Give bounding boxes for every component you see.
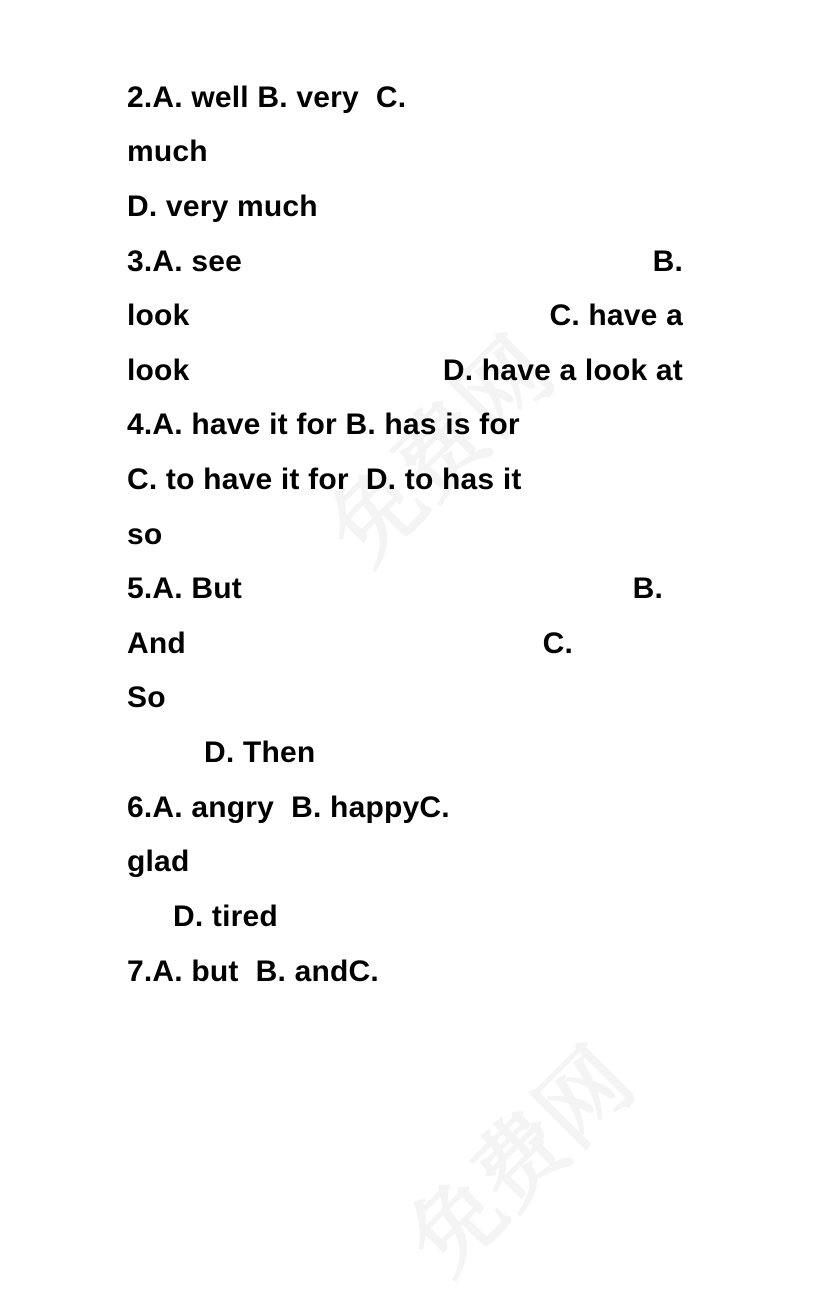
option-text: C. to have it for D. to has it xyxy=(127,463,522,496)
option-text: 4.A. have it for B. has is for xyxy=(127,408,520,441)
option-text: 3.A. see xyxy=(127,245,243,278)
option-text: look xyxy=(127,354,190,387)
question-5-line-1 xyxy=(127,569,663,609)
watermark xyxy=(374,1014,657,1296)
option-text: 7.A. but B. andC. xyxy=(127,955,379,988)
question-6-line-2 xyxy=(127,842,683,882)
option-text: So xyxy=(127,681,166,714)
option-text: much xyxy=(127,135,208,168)
option-text: look xyxy=(127,299,190,332)
option-text: D. Then xyxy=(204,736,316,769)
option-text: so xyxy=(127,518,163,551)
question-3-line-3 xyxy=(127,351,683,391)
option-text: 2.A. well B. very C. xyxy=(127,81,407,114)
question-3-line-2 xyxy=(127,296,683,336)
option-text: B. xyxy=(632,572,663,605)
question-3-line-1 xyxy=(127,242,683,282)
question-4-line-3 xyxy=(127,515,683,555)
option-text: D. tired xyxy=(173,900,278,933)
question-4-line-1 xyxy=(127,405,683,445)
question-4-line-2 xyxy=(127,460,683,500)
question-2-line-2 xyxy=(127,132,683,172)
question-6-line-3 xyxy=(173,897,729,937)
option-text: glad xyxy=(127,845,190,878)
option-text: C. xyxy=(542,627,573,660)
option-text: D. have a look at xyxy=(442,354,683,387)
option-text: 5.A. But xyxy=(127,572,242,605)
question-2-line-1 xyxy=(127,78,683,118)
question-2-line-3 xyxy=(127,187,683,227)
option-text: And xyxy=(127,627,186,660)
option-text: D. very much xyxy=(127,190,318,223)
option-text: 6.A. angry B. happyC. xyxy=(127,791,450,824)
question-5-line-2 xyxy=(127,624,573,664)
question-5-line-4 xyxy=(204,733,760,773)
question-7-line-1 xyxy=(127,952,683,992)
option-text: B. xyxy=(652,245,683,278)
question-5-line-3 xyxy=(127,678,683,718)
question-6-line-1 xyxy=(127,788,683,828)
option-text: C. have a xyxy=(549,299,683,332)
